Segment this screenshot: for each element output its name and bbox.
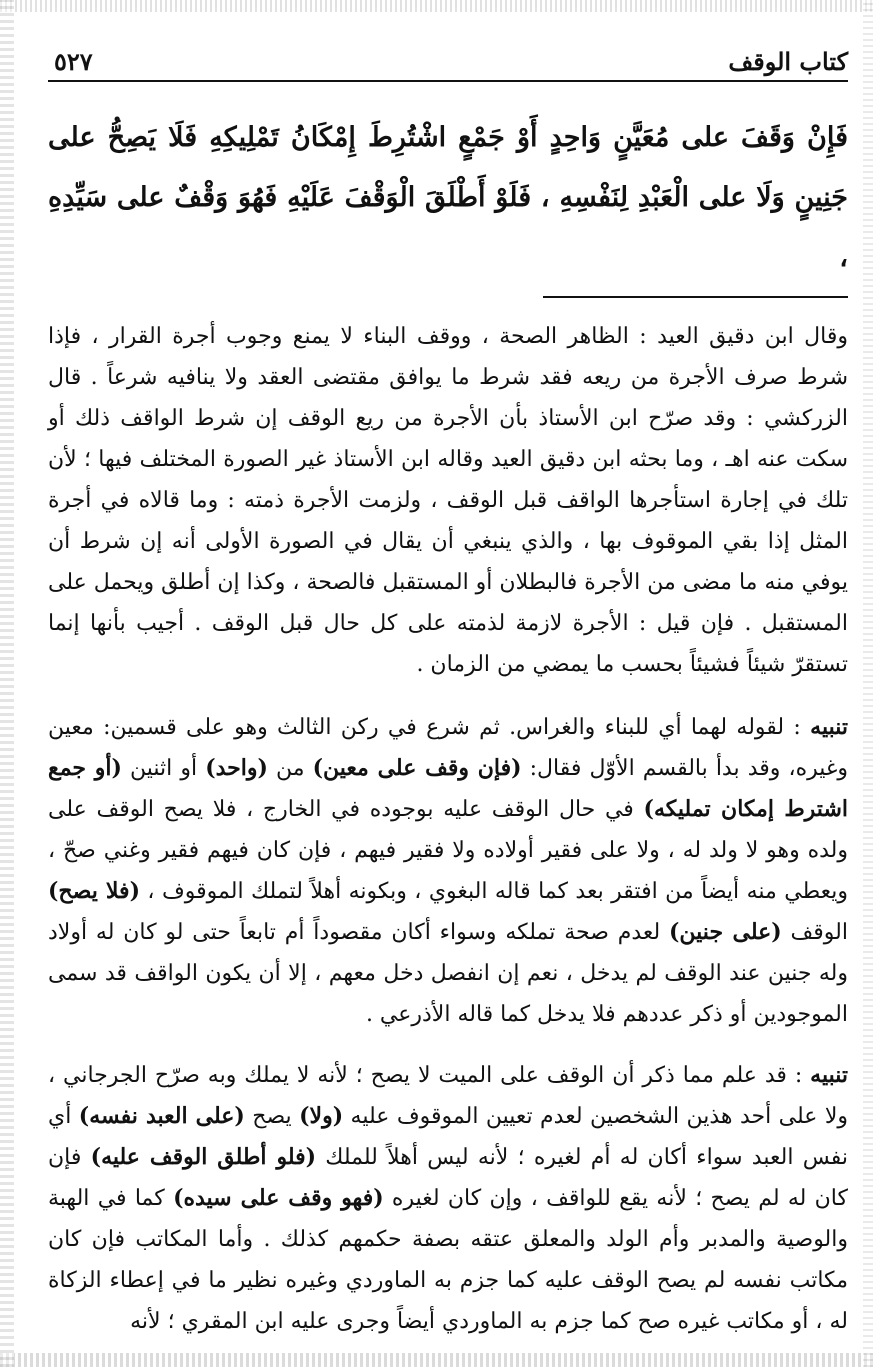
matn-quote: (على العبد نفسه) xyxy=(78,1103,245,1129)
page-number: ٥٢٧ xyxy=(54,47,93,76)
matn-separator xyxy=(543,296,848,298)
matn-quote: (على جنين) xyxy=(669,919,782,945)
text-run: كما في الهبة والوصية والمدبر وأم الولد والمعلق عتقه بصفة حكمهم كذلك . وأما المكاتب فإن كان مكاتب نفسه لم يصح الوقف عليه كما جزم به الماوردي وغيره نظير ما في إعطاء الزكاة له ، أو مكاتب غيره صح كما جزم به الماوردي أيضاً وجرى عليه ابن المقري ؛ لأنه xyxy=(48,1186,848,1334)
header-rule xyxy=(48,80,848,82)
matn-text: فَإِنْ وَقَفَ على مُعَيَّنٍ وَاحِدٍ أَوْ جَمْعٍ اشْتُرِطَ إِمْكَانُ تَمْلِيكِهِ فَلَا يَصِحُّ على جَنِينٍ وَلَا على الْعَبْدِ لِنَفْسِهِ ، فَلَوْ أَطْلَقَ الْوَقْفَ عَلَيْهِ فَهُوَ وَقْفٌ على سَيِّدِهِ ، xyxy=(48,122,849,273)
note-heading: تنبيه xyxy=(810,1062,848,1088)
scan-border-top xyxy=(0,0,873,12)
matn-quote: (فلو أطلق الوقف عليه) xyxy=(90,1144,317,1170)
matn-quote: (أو جمع اشترط إمكان تمليكه) xyxy=(48,755,848,822)
text-run: يصح xyxy=(244,1104,300,1129)
text-run: الوقف xyxy=(781,920,848,945)
matn-quote: (فهو وقف على سيده) xyxy=(173,1185,384,1211)
commentary-paragraph-3 xyxy=(48,1055,848,1342)
text-run: لعدم صحة تملكه وسواء أكان مقصوداً أم تابعاً حتى لو كان له أولاد وله جنين عند الوقف لم يدخل ، نعم إن انفصل دخل معهم ، إلا أن يكون الواقف قد سمى الموجودين أو ذكر عددهم فلا يدخل كما قاله الأذرعي . xyxy=(48,920,848,1027)
text-run: في حال الوقف عليه بوجوده في الخارج ، فلا يصح الوقف على ولده وهو لا ولد له ، ولا على فقير أولاده ولا فقير فيهم ، فإن كان فيهم فقير وغني صحّ ، ويعطي منه أيضاً من افتقر بعد كما قاله البغوي ، وبكونه أهلاً لتملك الموقوف ، xyxy=(48,797,848,904)
note-heading: تنبيه xyxy=(810,714,848,740)
matn-quote: (فلا يصح) xyxy=(48,878,140,904)
commentary-paragraph-1: وقال ابن دقيق العيد : الظاهر الصحة ، ووقف البناء لا يمنع وجوب أجرة القرار ، فإذا شرط صرف الأجرة من ريعه فقد شرط ما يوافق مقتضى العقد ولا ينافيه شرعاً . قال الزركشي : وقد صرّح ابن الأستاذ بأن الأجرة من ريع الوقف إن شرط الواقف ذلك أو سكت عنه اهـ ، وما بحثه ابن دقيق العيد وقاله ابن الأستاذ غير الصورة المختلف فيها ؛ لأن تلك في إجارة استأجرها الواقف قبل الوقف ، ولزمت الأجرة ذمته : وما قالاه في أجرة المثل إذا بقي الموقوف بها ، والذي ينبغي أن يقال في الصورة الأولى أنه إن شرط أن يوفي منه ما مضى من الأجرة فالبطلان أو المستقبل فالصحة ، وكذا إن أطلق ويحمل على المستقبل . فإن قيل : الأجرة لازمة لذمته على كل حال قبل الوقف . أجيب بأنها إنما تستقرّ شيئاً فشيئاً بحسب ما يمضي من الزمان . xyxy=(48,324,848,677)
matn-quote: (ولا) xyxy=(299,1103,344,1129)
text-run: فإن كان له لم يصح ؛ لأنه يقع للواقف ، وإن كان لغيره xyxy=(48,1145,848,1211)
scan-border-bottom xyxy=(0,1353,873,1367)
running-title: كتاب الوقف xyxy=(728,47,848,76)
book-page xyxy=(48,36,848,1342)
matn-quote: (واحد) xyxy=(205,755,268,781)
text-run: أي نفس العبد سواء أكان له أم لغيره ؛ لأنه ليس أهلاً للملك xyxy=(48,1104,848,1170)
page-header xyxy=(48,36,848,76)
text-run: : قد علم مما ذكر أن الوقف على الميت لا يصح ؛ لأنه لا يملك وبه صرّح الجرجاني ، ولا على أحد هذين الشخصين لعدم تعيين الموقوف عليه xyxy=(48,1063,849,1129)
text-run: من xyxy=(267,756,313,781)
text-run: : لقوله لهما أي للبناء والغراس. ثم شرع في ركن الثالث وهو على قسمين: معين وغيره، وقد بدأ بالقسم الأوّل فقال: xyxy=(48,715,848,781)
text-run: أو اثنين xyxy=(121,756,206,781)
commentary-paragraph-2 xyxy=(48,707,848,1035)
scan-border-right xyxy=(863,0,873,1367)
matn-quote: (فإن وقف على معين) xyxy=(312,755,522,781)
scan-border-left xyxy=(0,0,14,1367)
